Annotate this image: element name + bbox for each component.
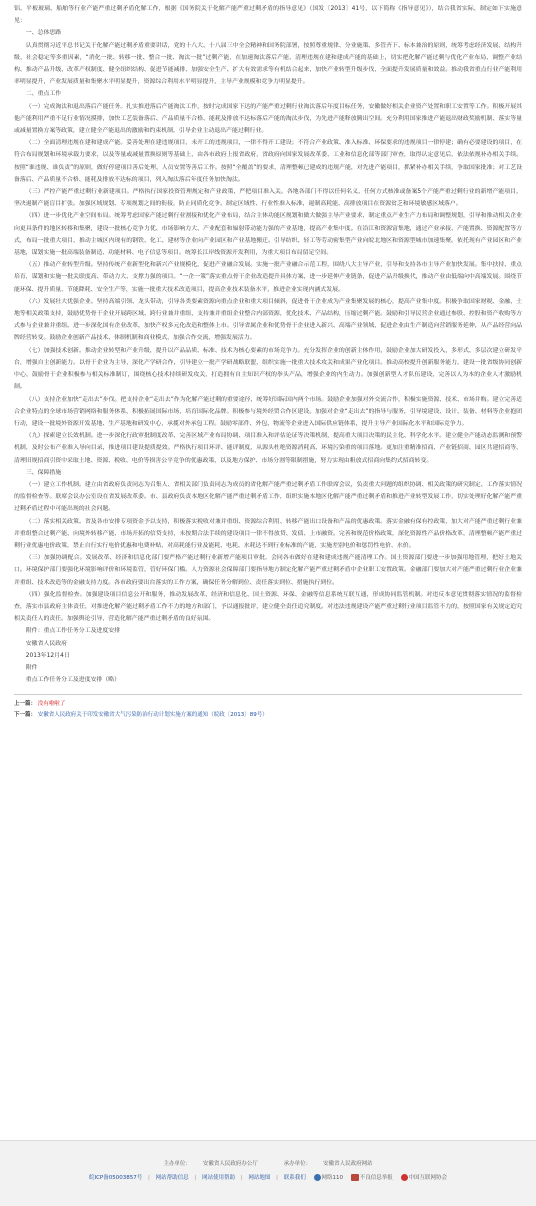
- article-paragraph: （六）发展壮大优强企业。坚持高端引领、龙头带动，引导各类要素资源向重点企业和重大项目倾斜，促进骨干企业成为产业集聚发展的核心，提高产业集中度。积极争取国家财税、金融、土地等相关政策支持，鼓励优势骨干企业开展跨区域、跨行业兼并重组，支持兼并重组企业整合内部资源，优化技术、产品结构，压缩过剩产能。鼓励和引导民营企业通过参股、控股和资产收购等方式参与企业兼并重组。进一步深化国有企业改革，加快产权多元化改造和整体上市。引导省属企业和优势骨干企业进入新兴、高端产业领域，促进企业由生产制造向营销服务延伸，从产品经营向品牌经营转变。鼓励企业创新产品技术、体制机制和商业模式，加强合作交流，增强发展活力。: [14, 298, 522, 342]
- footer-link-help-info[interactable]: 网站帮助信息: [155, 1175, 189, 1181]
- signature-line: 2013年12月4日: [25, 652, 70, 659]
- article-paragraph: （一）建立工作机制。建立由省政府负责同志为召集人、省相关部门负责同志为成员的省化解产能严重过剩矛盾工作联席会议，负责重大问题的组织协调、相关政策的研究制定、工作落实情况的监督检查等。联席会议办公室设在省发展改革委。市、县政府负责本地区化解产能严重过剩矛盾工作，组织实施本地区化解产能严重过剩矛盾和推进产业转型发展工作，切实处理好化解产能严重过剩矛盾过程中可能出现的社会问题。: [14, 481, 522, 513]
- signature-line: 安徽省人民政府: [25, 640, 68, 647]
- article-paragraph: （八）支持企业加快“走出去”步伐。把支持企业“走出去”作为化解产能过剩的重要途径，统筹好国际国内两个市场。鼓励企业加强对外交流合作，积极实施资源、技术、市场并购。建立完善适合企业特点的全球市场营销网络和服务体系，积极拓展国际市场，培育国际化品牌。积极参与境外经贸合作区建设。加强对企业“走出去”的指导与服务，引导境建设、设计、装备、材料等企业抱团行动，建设一批境外资源开发基地、生产基地和研发中心，承揽对外承包工程。鼓励零部件、外包、物流等企业进入国际供应链体系，提升主导产业国际化水平和国际竞争力。: [14, 396, 522, 427]
- next-article-link[interactable]: 安徽省人民政府关于印发安徽省大气污染防治行动计划实施方案的通知（皖政〔2013〕89号）: [37, 712, 268, 719]
- footer-link-usage-help[interactable]: 网站使用帮助: [201, 1175, 235, 1181]
- article-paragraph: 认真贯彻习近平总书记关于化解产能过剩矛盾重要讲话，党的十八大、十八届三中全会精神和国务院部署，按照尊重规律、分业施策、多管齐下、标本兼治的原则，统筹考虑经济发展、结构升级、社会稳定等多重因素，“消化一批、转移一批、整合一批、淘汰一批”过剩产能，在加速淘汰落后产能、清理违规在建和建成产能的基础上，切实把化解产能过剩与优化产业布局、调整产业结构、推动产品升级、改革产权制度、健全组织结构、促进节能减排、加强安全生产、扩大有效需求等有机结合起来，加快产业转型升级步伐，全面提升发展质量和效益。推动我省重点行业产能利用率明显提升，产业发展质量和集聚水平明显提升，资源综合利用水平明显提升，主导产业规模和竞争力明显提升。: [14, 42, 522, 86]
- section-heading: 三、保障措施: [25, 469, 62, 476]
- signature-line: 重点工作任务分工及进度安排（略）: [25, 677, 121, 684]
- next-article: [14, 710, 522, 721]
- badge-report[interactable]: 不良信息举报: [351, 1175, 393, 1181]
- prev-article-link[interactable]: 没有啦啦了: [37, 701, 66, 708]
- article-paragraph: 铝、平板玻璃、船舶等行业产能严重过剩矛盾化解工作，根据《国务院关于化解产能严重过剩矛盾的指导意见》（国发〔2013〕41号，以下简称《指导意见》），结合我省实际，制定如下实施意见：: [14, 6, 522, 25]
- prev-label: 上一篇：: [14, 701, 37, 708]
- article-paragraph: （四）进一步优化产业空间布局。统筹考虑国家产能过剩行业割接和优化产业布局，结合主体功能区规划和做大做强主导产业要求，制定重点产业生产力布局和调整规划，引导和推动相关企业向更具条件的地区转移和集聚，建设一批核心竞争力优、市场影响力大、产业配套和辐射带动能力强的产业基地，提高产业集中度。在沿江和资源富集地，通过产业承接、产能置换、资源配置等方式，布局一批重大项目，推动主城区内现有的钢铁、化工、建材等企业向产业园区和产业基地搬迁。引导纺织、轻工等劳动密集型产业向皖北地区和资源型城市加速集聚。依托现有产业园区和产业基地，谋划实施一批高端装备制造、功能材料、电子信息等项目。统筹长江岸线资源开发利用，为重大项目布局留足空间。: [14, 213, 522, 257]
- badge-police[interactable]: 网络110: [314, 1175, 344, 1181]
- article-paragraph: （二）全面清理违规在建和建成产能。妥善处理在建违规项目，未开工的违规项目，一律不得开工建设；不符合产业政策、准入标准、环保要求的违规项目一律停建；确有必要建设的项目，在符合布局规划和环境承载力要求，以及等量或减量置换原则等基础上，由各市政府上报省政府，省政府向国家发展改革委、工业和信息化部等部门审查，取得认定意见后，依法依规补办相关手续。按照“谁违规、谁负责”的原则，做好停建项目善后处理、人员安置等善后工作。按照“全覆盖”的要求，清理整顿已建成的违规产能，对先进产能项目，抓紧补办相关手续，争取国家批准；对工艺设备落后、产品质量不合格、能耗及排放不达标的项目，列入淘汰落后年度任务加快淘汰。: [14, 140, 522, 183]
- site-footer: [0, 1140, 536, 1206]
- article-paragraph: （二）落实相关政策。省及各市安排专项资金予以支持，积极落实税收对兼并重组、资源综合利用、转移产能出口设备和产品的优惠政策。落实金融有保有控政策，加大对产能严重过剩行业兼并重组整合过剩产能、向境外转移产能、市场开拓的信贷支持，未按期合法手续的建设项目一律不得放贷、发债、上市融资。完善和规范价格政策，深化资源性产品价格改革，清理整顿产能严重过剩行业优惠电价政策，禁止自行实行电价优惠和电费补贴，对高耗能行业及能耗、电耗、水耗达不到行业标准的产能，实施差别电价和惩罚性电价、水价。: [14, 518, 522, 549]
- host-org: 主办单位： 安徽省人民政府办公厅: [163, 1161, 258, 1167]
- signature-line: 附件: [25, 664, 38, 671]
- footer-links: 皖ICP备05003857号 | 网站帮助信息 | 网站使用帮助 | 网站地图 | 联系我们 网络110 不良信息举报 中国互联网协会: [88, 1175, 448, 1181]
- article-navigation: [0, 695, 536, 721]
- next-label: 下一篇：: [14, 712, 37, 719]
- report-badge-icon: [351, 1174, 359, 1181]
- signature-line: 附件：重点工作任务分工及进度安排: [25, 628, 121, 635]
- section-heading: 一、总体思路: [25, 30, 62, 37]
- article-paragraph: （一）完成淘汰和退出落后产能任务。扎实推进落后产能淘汰工作，按时完成国家下达的产能严重过剩行业淘汰落后年度目标任务，安徽做好相关企业资产处置和职工安置等工作。积极开展其他产能利用严重不足行业情况摸排，加快工艺装备落后、产品质量不合格、能耗及排放不达标落后产能的淘汰步伐，为先进产能释放腾出空间。充分利用国家推进产能退出财政奖励机制、落实等量或减量置换方案等政策，建立健全产能退出的激励和约束机制，引导企业主动退出产能过剩行业。: [14, 103, 522, 135]
- article-paragraph: （九）探索建立长效机制。进一步深化行政审批制度改革，完善区域产业布局协调、项目准入和评估论证等决策机制，提高重大项目决策的民主化、科学化水平。建立健全产能动态监测和预警机制，及时公布产业准入导向目录，推进项目建设提质提效。严格执行项目环评、能评制度，从源头杜绝资源消耗高、环境污染重的项目落地。更加注重精准招商、产业链招商、园区共建招商等，清理旧规招商引资中采取土地、资源、税收、电价等损害公平竞争的优惠政策，以及地方保护、市场分割等限制措施，努力实现由粗放式招商向集约式招商转变。: [14, 433, 522, 464]
- article-paragraph: （三）加强协调配合。发展改革、经济和信息化部门要严格产能过剩行业新增产能项目审批，会同各市做好在建和建成违规产能清理工作。国土资源部门要进一步加强用地管理，把好土地关口。环境保护部门要强化环境影响评价和环境监管，管好环保门槛。人力资源社会保障部门要指导地方制定化解产能严重过剩矛盾中企业职工安置政策。金融部门要加大对产能严重过剩行业企业兼并重组、技术改造等的金融支持力度。各市政府要出台落实的工作方案，确保任务分解到位、责任落实到位、措施执行到位。: [14, 555, 522, 586]
- operator-org: 承办单位： 安徽省人民政府网站: [283, 1161, 373, 1167]
- icp-link[interactable]: 皖ICP备05003857号: [88, 1175, 143, 1181]
- footer-org-info: [0, 1159, 536, 1167]
- badge-isc[interactable]: 中国互联网协会: [401, 1175, 448, 1181]
- prev-article: [14, 699, 522, 710]
- internet-society-icon: [401, 1174, 408, 1181]
- section-heading: 二、重点工作: [25, 91, 62, 98]
- article-paragraph: （五）推动产业转型升级。坚持传统产业新型化和新兴产业规模化，促进产业融合发展。实施一批产业融合示范工程，围绕八大主导产业，引导和支持各市主导产业加快发展。集中扶持、重点培育，谋划和实施一批关联度高、带动力大、支撑力强的项目。“一企一策”落实重点骨干企业改造提升具体方案，进一步延伸产业链条，促进产品升级换代，推动产业由低端向中高端发展。围绕节能环保、提升质量、节能降耗、安全生产等，实施一批重大技术改造项目，提高企业技术装备水平，推进企业实现内涵式发展。: [14, 262, 522, 293]
- article-paragraph: （七）加强技术创新。推动企业转型和产业升级，提升以产品品质、标准、技术为核心要素的市场竞争力。充分发挥企业的创新主体作用，鼓励企业加大研发投入，多形式、多层次建立研发平台，增强自主创新能力。以骨干企业为主导，深化产学研合作，引导建立一批产学研战略联盟，组织实施一批重大技术攻关和成果产业化项目。推动高校提升创新服务能力，建设一批省级协同创新中心，鼓励骨干企业积极参与相关标准制订，围绕核心技术持续研发攻关，打造拥有自主知识产权的拳头产品，增强企业的内生动力。加强创新型人才队伍建设，完善以人为本的企业人才激励机制。: [14, 347, 522, 391]
- footer-link-contact[interactable]: 联系我们: [283, 1175, 306, 1181]
- article-paragraph: （三）严控产能严重过剩行业新建项目。严格执行国家投资管理规定和产业政策，严把项目准入关。各地各部门不得以任何名义、任何方式核准或备案5个产能严重过剩行业的新增产能项目，坚决遏制产能盲目扩张。加强区域规划、专项规划之间的衔接，防止同质化竞争。制定区域性、行业性准入标准，遏制高耗能、高排放项目在资源贫乏和环境敏感区域落户。: [14, 189, 522, 208]
- article-paragraph: （四）强化监督检查。加强建设项目信息公开和服务，推动发展改革、经济和信息化、国土资源、环保、金融等信息系统互联互通，形成协同监管机制。对违反本意见贯彻落实情况的监督检查，落实市县政府主体责任，对推进化解产能过剩矛盾工作不力的地方和部门，予以通报批评，建立健全责任追究制度。对违法违规建设产能严重过剩行业项目监管不力的，按照国家有关规定追究相关责任人的责任。加强舆论引导，营造化解产能严重过剩矛盾的良好氛围。: [14, 591, 522, 623]
- footer-link-sitemap[interactable]: 网站地图: [248, 1175, 271, 1181]
- police-badge-icon: [314, 1174, 321, 1181]
